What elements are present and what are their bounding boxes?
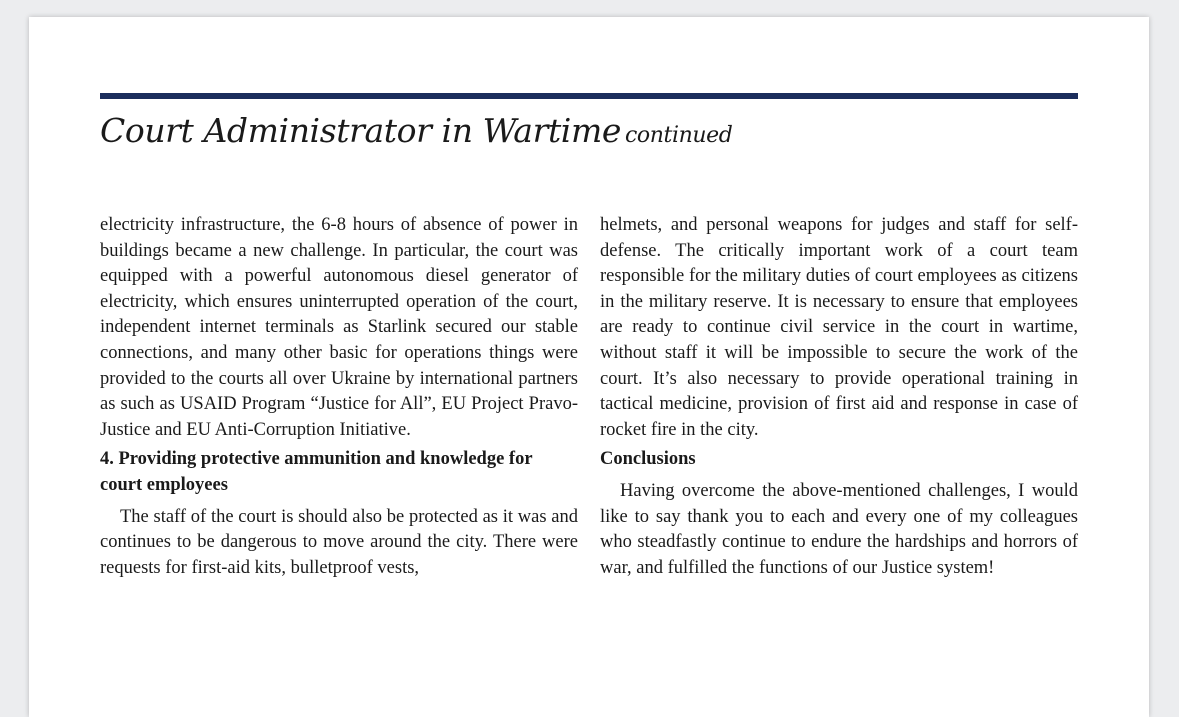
document-page [29, 17, 1149, 717]
header-rule [100, 93, 1078, 99]
page-header [100, 111, 732, 150]
left-paragraph-1: electricity infrastructure, the 6-8 hours of absence of power in buildings became a new challenge. In particular, the court was equipped with a powerful autonomous diesel generator of electricity, which ensures uninterrupted operation of the court, independent internet terminals as Starlink secured our stable connections, and many other basic for operations things were provided to the courts all over Ukraine by international partners as such as USAID Program “Justice for All”, EU Project Pravo-Justice and EU Anti-Corruption Initiative. [100, 215, 578, 440]
right-paragraph-1: helmets, and personal weapons for judges and staff for self-defense. The critically important work of a court team responsible for the military duties of court employees as citizens in the military reserve. It is necessary to ensure that employees are ready to continue civil service in the court in wartime, without staff it will be impossible to secure the work of the court. It’s also necessary to provide operational training in tactical medicine, provision of first aid and response in case of rocket fire in the city. [600, 215, 1078, 440]
conclusions-heading: Conclusions [600, 449, 696, 470]
left-paragraph-2: The staff of the court is should also be protected as it was and continues to be dangerous to move around the city. There were requests for first-aid kits, bulletproof vests, [100, 506, 578, 578]
left-column [100, 213, 578, 581]
conclusions-paragraph: Having overcome the above-mentioned challenges, I would like to say thank you to each and every one of my colleagues who steadfastly continue to endure the hardships and horrors of war, and fulfilled the functions of our Justice system! [600, 480, 1078, 578]
section-heading-4: 4. Providing protective ammunition and knowledge for court employees [100, 449, 533, 495]
continued-label: continued [624, 123, 733, 148]
article-title: Court Administrator in Wartime [100, 111, 621, 150]
right-column [600, 213, 1078, 581]
